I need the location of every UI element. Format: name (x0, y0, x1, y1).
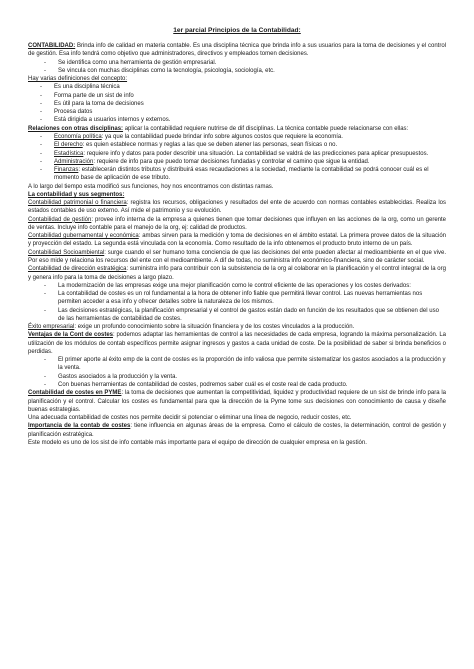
definiciones-list (28, 83, 446, 124)
definiciones-heading: Hay varias definiciones del concepto: (28, 76, 128, 83)
list-item: - La modernización de las empresas exige una mejor planificación como le control eficiente de las operaciones y los costes derivados: (28, 282, 446, 290)
list-item: - Está dirigida a usuarios internos y externos. (28, 116, 446, 124)
term: Éxito empresarial (28, 324, 75, 331)
term: Contabilidad de dirección estratégica (28, 266, 127, 273)
term: Contabilidad gubernamental y económica (28, 233, 139, 240)
term-text: : surge cuando el ser humano toma conciencia de que las decisiones del ente pueden afectar al medioambiente en el que vive. Por eso mide y relaciona los recursos del ente con el medioambiente. A dif de todas, no suministra info económico-financiera, sino de carácter social. (28, 249, 446, 264)
contabilidad-text: Brinda info de calidad en materia contable. Es una disciplina técnica que brinda info a sus usuarios para la toma de decisiones y el control de gestión. Esa info tendrá como objetivo que administradores, directivos y empleados tomen decisiones. (28, 43, 446, 58)
term: Contabilidad patrimonial o financiera (28, 200, 127, 207)
segment-paragraph (28, 265, 446, 282)
importancia-text: : tiene influencia en algunas áreas de la empresa. Como el cálculo de costes, la determinación, control de gestión y planificación estratégica. (28, 423, 447, 438)
relaciones-closing: A lo largo del tiempo esta modificó sus funciones, hoy nos encontramos con distintas ramas. (28, 183, 274, 190)
term-text: : requiere info y datos para poder describir una situación. La contabilidad se valdrá de las predicciones para aplicar presupuestos. (83, 150, 429, 157)
contabilidad-paragraph (28, 42, 446, 59)
segmentos-points (28, 282, 446, 323)
ventajas-label: Ventajas de la Cont de costes (28, 332, 113, 339)
segmentos-heading: La contabilidad y sus segmentos: (28, 191, 125, 198)
page-title: 1er parcial Principios de la Contabilidad: (173, 27, 301, 34)
segment-paragraph (28, 232, 446, 249)
term-text: : suministra info para contribuir con la subsistencia de la org al colaborar en la planificación y el control integral de la org y genera info para la toma de decisiones a largo plazo. (28, 266, 446, 281)
ventajas-text: : podemos adaptar las herramientas de control a las necesidades de cada empresa, logrando la máxima personalización. La utilización de los módulos de contab específicos permite asignar ingresos y gastos a cada unidad de coste. De la posibilidad de saber si brinda beneficios o perdidas. (28, 332, 446, 355)
pyme-paragraph (28, 389, 446, 414)
term-text: : provee info interna de la empresa a quienes tienen que tomar decisiones que influyen en las acciones de la org, como un gerente de ventas. Incluye info contable para el manejo de la org, ej: calidad de productos. (28, 216, 446, 231)
list-item: - Procesa datos (28, 108, 446, 116)
list-item: - El primer aporte al éxito emp de la cont de costes es la proporción de info valiosa que permite sistematizar los gastos asociados a la producción y la venta. (28, 356, 446, 373)
pyme-text: : la toma de decisiones que aumentan la competitividad, liquidez y productividad requiere de un sist de brinde info para la planificación y el control. Calcular los costes es fundamental para que la dirección de la Pyme tome sus decisiones con conocimiento de causa y diseñe buenas estrategias. (28, 390, 446, 413)
importancia-closing: Este modelo es uno de los sist de info contable más importante para el equipo de dirección de cualquier empresa en la gestión. (28, 439, 367, 446)
term-text: : establecerán distintos tributos y distribuirá esas recaudaciones a la sociedad, mediante la contabilidad se podrá conocer cuál es el momento base de aplicación de ese tributo. (54, 167, 429, 182)
ventajas-points (28, 356, 446, 389)
list-item: - Forma parte de un sist de info (28, 92, 446, 100)
term: Administración (54, 158, 94, 165)
list-item: - Con buenas herramientas de contabilidad de costes, podremos saber cuál es el coste real de cada producto. (28, 381, 446, 389)
term: El derecho (54, 142, 83, 149)
list-item: - Se identifica como una herramienta de gestión empresarial. (28, 59, 446, 67)
ventajas-paragraph (28, 331, 446, 356)
list-item: - La contabilidad de costes es un rol fundamental a la hora de obtener info fiable que permitirá llevar control. Las nuevas herramientas nos permiten acceder a esa info y ofrecer detalles sobre la naturaleza de los mismos. (28, 290, 446, 307)
list-item (28, 141, 446, 149)
exito-paragraph (28, 323, 446, 331)
term: Economía política (54, 134, 102, 141)
term-text: : exige un profundo conocimiento sobre la situación financiera y de los costes vinculados a la producción. (74, 324, 355, 331)
term: Contabilidad Socioambiental (28, 249, 105, 256)
list-item (28, 166, 446, 183)
list-item: - Es útil para la toma de decisiones (28, 100, 446, 108)
term-text: : ya que la contabilidad puede brindar info sobre algunos costos que requiere la economía. (101, 134, 343, 141)
term: Contabilidad de gestión (28, 216, 92, 223)
term-text: : registra los recursos, obligaciones y resultados del ente de acuerdo con normas contables establecidas. Realiza los estados contables de uso externo. Así mide el patrimonio y su evolución. (28, 200, 446, 215)
list-item (28, 158, 446, 166)
list-item: - Las decisiones estratégicas, la planificación empresarial y el control de gastos están dado en función de los resultados que se obtienen del uso de las herramientas de contabilidad de costes. (28, 307, 446, 324)
list-item: - Es una disciplina técnica (28, 83, 446, 91)
segment-paragraph (28, 216, 446, 233)
list-item: - Gastos asociados a la producción y la venta. (28, 373, 446, 381)
term: Finanzas (54, 167, 79, 174)
pyme-extra: Una adecuada contabilidad de costes nos permite decidir si potenciar o eliminar una línea de negocio, reducir costes, etc. (28, 415, 352, 422)
contabilidad-label: CONTABILIDAD: (28, 43, 76, 50)
term: Estadística (54, 150, 84, 157)
segment-paragraph (28, 249, 446, 266)
list-item (28, 133, 446, 141)
pyme-label: Contabilidad de costes en PYME (28, 390, 122, 397)
segment-paragraph (28, 199, 446, 216)
relaciones-paragraph (28, 125, 446, 133)
list-item (28, 150, 446, 158)
relaciones-label: Relaciones con otras disciplinas: (28, 125, 124, 132)
importancia-paragraph (28, 422, 446, 439)
list-item: - Se vincula con muchas disciplinas como la tecnología, psicología, sociología, etc. (28, 67, 446, 75)
importancia-label: Importancia de la contab de costes (28, 423, 131, 430)
term-text: : ambas sirven para la medición y toma de decisiones en el ámbito estatal. La primera provee datos de la situación y proyección del estado. La segunda está vinculada con la economía. Como resultado de la info obtenemos el producto bruto interno de un país. (28, 233, 446, 248)
term-text: : requiere de info para que puedo tomar decisiones fundadas y controlar el camino que sigue la entidad. (93, 158, 370, 165)
relaciones-text: aplicar la contabilidad requiere nutrirse de dif disciplinas. La técnica contable puede relacionarse con ellas: (123, 125, 409, 132)
relaciones-list (28, 133, 446, 183)
term-text: : es quien establece normas y reglas a las que se deben atener las personas, sean físicas o no. (82, 142, 338, 149)
contabilidad-points (28, 59, 446, 76)
